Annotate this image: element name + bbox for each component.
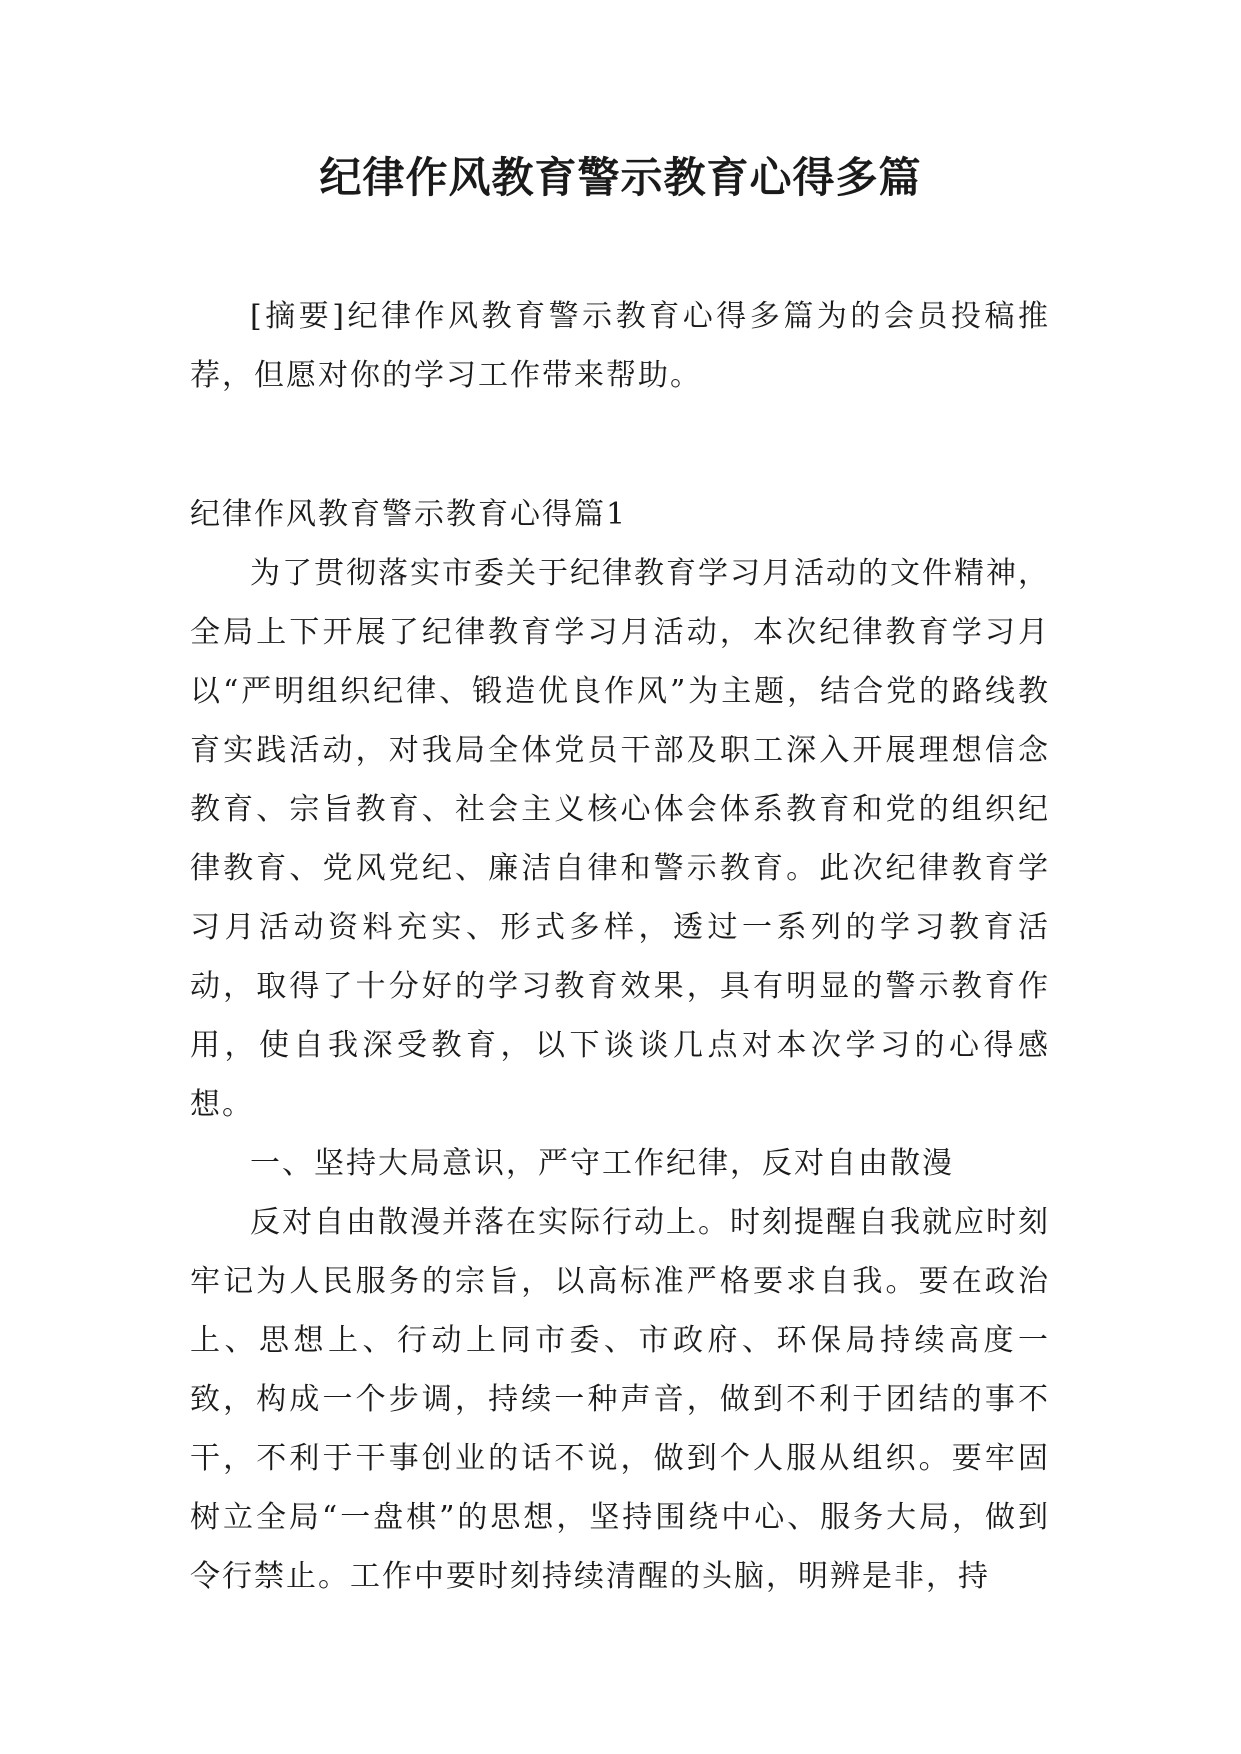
paragraph-1: 为了贯彻落实市委关于纪律教育学习月活动的文件精神，全局上下开展了纪律教育学习月活动，本次纪律教育学习月以“严明组织纪律、锻造优良作风”为主题，结合党的路线教育实践活动，对我局全体党员干部及职工深入开展理想信念教育、宗旨教育、社会主义核心体会体系教育和党的组织纪律教育、党风党纪、廉洁自律和警示教育。此次纪律教育学习月活动资料充实、形式多样，透过一系列的学习教育活动，取得了十分好的学习教育效果，具有明显的警示教育作用，使自我深受教育，以下谈谈几点对本次学习的心得感想。 (190, 556, 1050, 1122)
paragraph-3: 反对自由散漫并落在实际行动上。时刻提醒自我就应时刻牢记为人民服务的宗旨，以高标准严格要求自我。要在政治上、思想上、行动上同市委、市政府、环保局持续高度一致，构成一个步调，持续一种声音，做到不利于团结的事不干，不利于干事创业的话不说，做到个人服从组织。要牢固树立全局“一盘棋”的思想，坚持围绕中心、服务大局，做到令行禁止。工作中要时刻持续清醒的头脑，明辨是非，持 (190, 1205, 1050, 1594)
section-title: 纪律作风教育警示教育心得篇1 (190, 497, 628, 532)
paragraph-2-heading: 一、坚持大局意识，严守工作纪律，反对自由散漫 (250, 1146, 954, 1181)
summary-paragraph: [摘要]纪律作风教育警示教育心得多篇为的会员投稿推荐，但愿对你的学习工作带来帮助。 (190, 299, 1050, 393)
document-title: 纪律作风教育警示教育心得多篇 (319, 153, 922, 202)
summary-block (190, 287, 1050, 405)
article-body (190, 485, 1050, 1606)
